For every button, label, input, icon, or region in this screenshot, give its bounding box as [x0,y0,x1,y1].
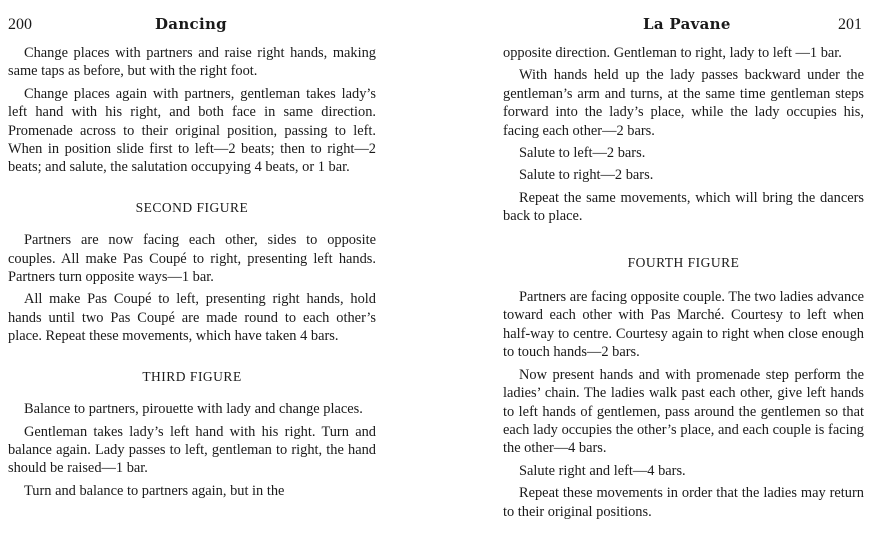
paragraph: Salute to left—2 bars. [519,145,646,162]
right-page-header [503,16,864,36]
paragraph: Partners are now facing each other, sides to opposite couples. All make Pas Coupé to right, presenting left hands. Partners turn opposite ways—1 bar. [8,232,376,286]
paragraph: With hands held up the lady passes backward under the gentleman’s arm and turns, at the same time gentleman steps forward into the lady’s place, while the lady occupies his, facing each other—2 bars. [503,67,864,139]
paragraph: Repeat these movements in order that the ladies may return to their original positions. [503,485,864,520]
paragraph: Gentleman takes lady’s left hand with his right. Turn and balance again. Lady passes to left, gentleman to right, the hand should be raised—1 bar. [8,423,376,477]
paragraph: Turn and balance to partners again, but in the [24,482,285,499]
paragraph: Change places with partners and raise right hands, making same taps as before, but with the right foot. [8,45,376,80]
section-heading: THIRD FIGURE [142,368,242,384]
section-heading: FOURTH FIGURE [627,254,740,270]
left-page-body [8,44,376,500]
paragraph: opposite direction. Gentleman to right, lady to left —1 bar. [503,45,842,61]
right-page-body [503,44,864,521]
page-number: 201 [838,16,862,33]
left-page [0,0,382,558]
paragraph: Change places again with partners, gentleman takes lady’s left hand with his right, and both face in same direction. Promenade across to their original position, passing to left. When in position slide first to left—2 beats; then to right—2 beats; and salute, the salutation occupying 4 beats, or 1 bar. [8,85,376,176]
running-head: Dancing [155,15,227,33]
book-gutter [382,0,495,558]
paragraph: Repeat the same movements, which will bring the dancers back to place. [503,189,864,225]
page-number: 200 [8,16,32,33]
running-head: La Pavane [643,15,731,33]
left-page-header [8,16,376,36]
paragraph: Now present hands and with promenade step perform the ladies’ chain. The ladies walk past each other, give left hands to left hands of gentlemen, pass around the gentlemen so that each lady occupies the other’s place, and each couple is facing the other—4 bars. [503,366,864,457]
section-heading: SECOND FIGURE [135,199,249,215]
paragraph: Balance to partners, pirouette with lady and change places. [24,401,363,418]
paragraph: Partners are facing opposite couple. The two ladies advance toward each other with Pas Marché. Courtesy to left when half-way to centre. Courtesy again to right when close enough to touch hands—2 bars. [503,289,864,361]
paragraph: All make Pas Coupé to left, presenting right hands, hold hands until two Pas Coupé are made round to each other’s place. Repeat these movements, which have taken 4 bars. [8,291,376,345]
right-page [495,0,870,558]
paragraph: Salute right and left—4 bars. [519,462,686,479]
paragraph: Salute to right—2 bars. [519,167,654,184]
